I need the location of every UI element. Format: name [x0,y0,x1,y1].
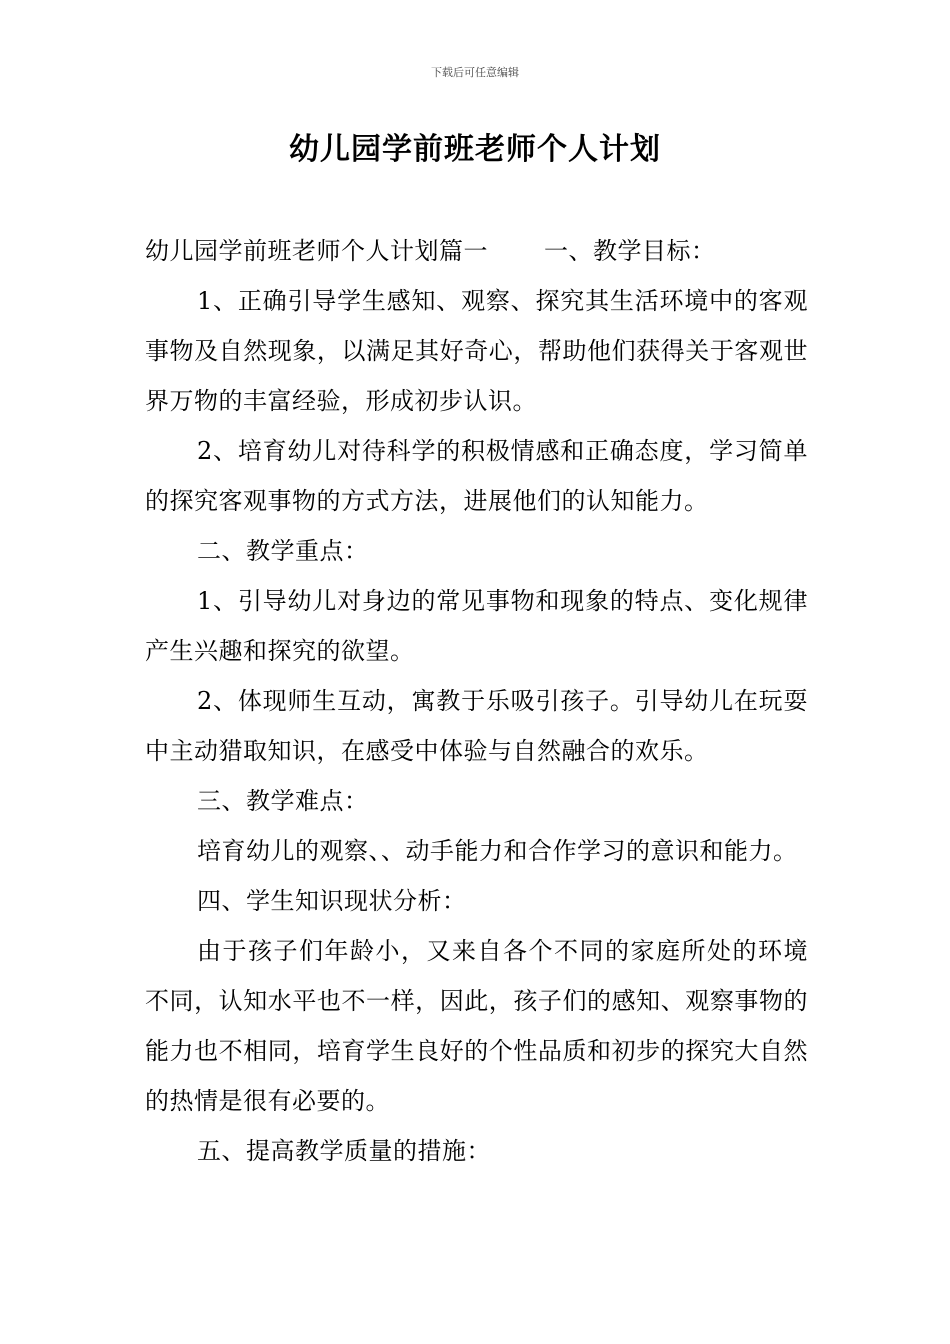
paragraph-goal-2: 2、培育幼儿对待科学的积极情感和正确态度，学习简单的探究客观事物的方式方法，进展他们的认知能力。 [145,437,808,515]
intro-part-1: 幼儿园学前班老师个人计划篇一 [145,237,488,265]
heading-key-points: 二、教学重点： [197,537,369,565]
header-note: 下载后可任意编辑 [431,66,519,79]
paragraph-key-point-1: 1、引导幼儿对身边的常见事物和现象的特点、变化规律产生兴趣和探究的欲望。 [145,587,808,665]
document-title: 幼儿园学前班老师个人计划 [289,132,661,167]
heading-student-analysis: 四、学生知识现状分析： [197,887,467,915]
heading-quality-measures: 五、提高教学质量的措施： [197,1137,491,1165]
paragraph-goal-1: 1、正确引导学生感知、观察、探究其生活环境中的客观事物及自然现象，以满足其好奇心，帮助他们获得关于客观世界万物的丰富经验，形成初步认识。 [145,287,808,415]
intro-line [145,226,808,276]
paragraph-difficulty: 培育幼儿的观察、、动手能力和合作学习的意识和能力。 [197,837,798,865]
heading-difficulties: 三、教学难点： [197,787,369,815]
paragraph-key-point-2: 2、体现师生互动，寓教于乐吸引孩子。引导幼儿在玩耍中主动猎取知识，在感受中体验与自然融合的欢乐。 [145,687,808,765]
document-body [145,226,808,1176]
paragraph-student-analysis: 由于孩子们年龄小，又来自各个不同的家庭所处的环境不同，认知水平也不一样，因此，孩子们的感知、观察事物的能力也不相同，培育学生良好的个性品质和初步的探究大自然的热情是很有必要的。 [145,937,808,1115]
intro-part-2: 一、教学目标： [544,237,716,265]
